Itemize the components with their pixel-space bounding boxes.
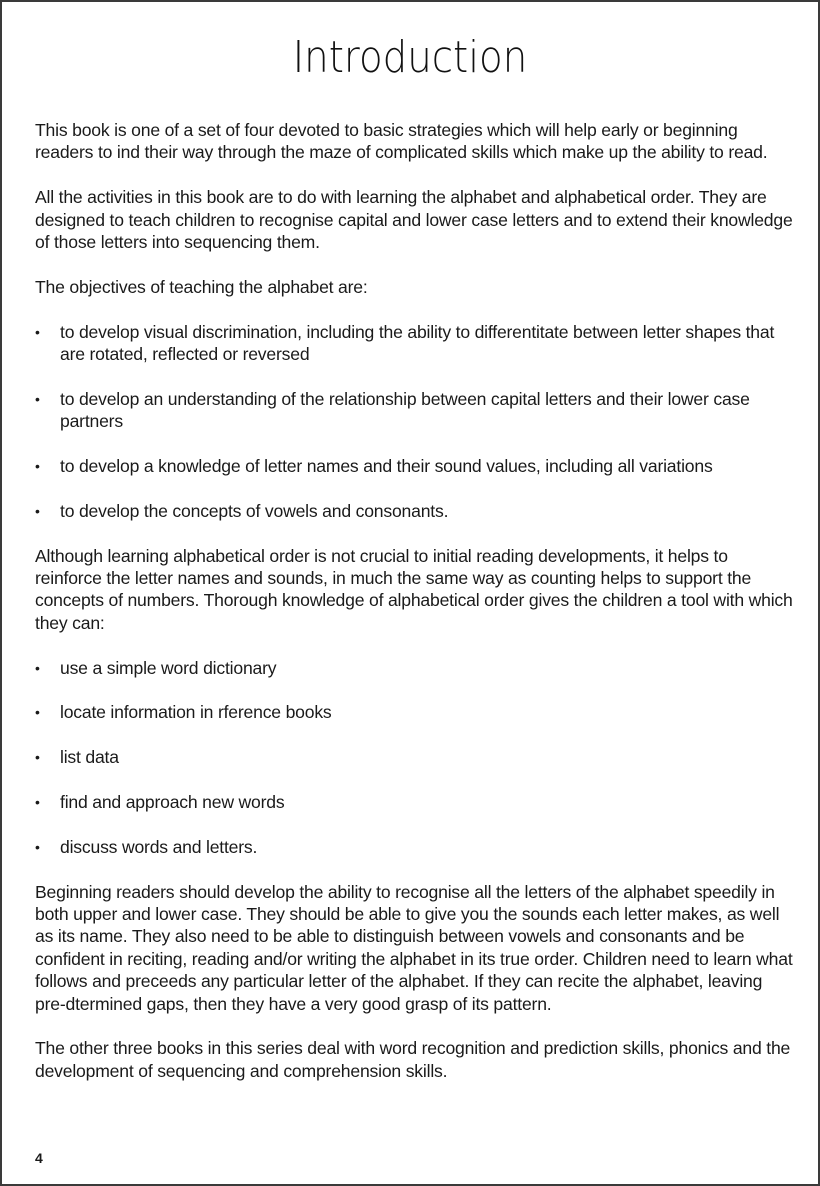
list-item-text: to develop the concepts of vowels and consonants.: [60, 500, 449, 521]
list-item: [35, 701, 795, 723]
list-item-text: discuss words and letters.: [60, 836, 258, 857]
paragraph-other-books: The other three books in this series deal with word recognition and prediction skills, phonics and the development of sequencing and comprehension skills.: [35, 1038, 791, 1081]
list-item: [35, 388, 795, 433]
bullet-icon: •: [35, 838, 40, 855]
paragraph-intro: This book is one of a set of four devoted to basic strategies which will help early or beginning readers to ind their way through the maze of complicated skills which make up the ability to read.: [35, 120, 768, 163]
bullet-icon: •: [35, 704, 40, 721]
objectives-list: [35, 321, 795, 523]
bullet-icon: •: [35, 794, 40, 811]
list-item: [35, 500, 795, 522]
list-item: [35, 746, 795, 768]
list-item-text: list data: [60, 747, 119, 768]
page-number: 4: [35, 1150, 43, 1166]
list-item-text: to develop an understanding of the relationship between capital letters and their lower case partners: [60, 388, 750, 432]
list-item-text: to develop visual discrimination, including the ability to differentitate between letter shapes that are rotated, reflected or reversed: [60, 321, 775, 365]
list-item: [35, 455, 795, 477]
bullet-icon: •: [35, 502, 40, 519]
list-item-text: locate information in rference books: [60, 702, 332, 723]
uses-list: [35, 657, 795, 859]
bullet-icon: •: [35, 323, 40, 340]
bullet-icon: •: [35, 659, 40, 676]
paragraph-beginning-readers: Beginning readers should develop the ability to recognise all the letters of the alphabet speedily in both upper and lower case. They should be able to give you the sounds each letter makes, as well as its name. They also need to be able to distinguish between vowels and consonants and be confident in reciting, reading and/or writing the alphabet in its true order. Children need to learn what follows and preceeds any particular letter of the alphabet. If they can recite the alphabet, leaving pre-dtermined gaps, then they have a very good grasp of its pattern.: [35, 881, 793, 1014]
bullet-icon: •: [35, 458, 40, 475]
paragraph-alphabetical-order: Although learning alphabetical order is not crucial to initial reading developments, it helps to reinforce the letter names and sounds, in much the same way as counting helps to support the concepts of numbers. Thorough knowledge of alphabetical order gives the children a tool with which they can:: [35, 545, 793, 633]
list-item: [35, 657, 795, 679]
list-item: [35, 836, 795, 858]
list-item-text: to develop a knowledge of letter names and their sound values, including all variations: [60, 456, 713, 477]
list-item-text: use a simple word dictionary: [60, 657, 277, 678]
list-item: [35, 791, 795, 813]
page-title: Introduction: [292, 32, 528, 83]
page-body: [35, 119, 795, 1105]
bullet-icon: •: [35, 390, 40, 407]
bullet-icon: •: [35, 749, 40, 766]
list-item: [35, 321, 795, 366]
paragraph-objectives-lead: The objectives of teaching the alphabet are:: [35, 276, 368, 297]
list-item-text: find and approach new words: [60, 792, 285, 813]
paragraph-activities: All the activities in this book are to do with learning the alphabet and alphabetical order. They are designed to teach children to recognise capital and lower case letters and to extend their knowledge of those letters into sequencing them.: [35, 187, 793, 253]
